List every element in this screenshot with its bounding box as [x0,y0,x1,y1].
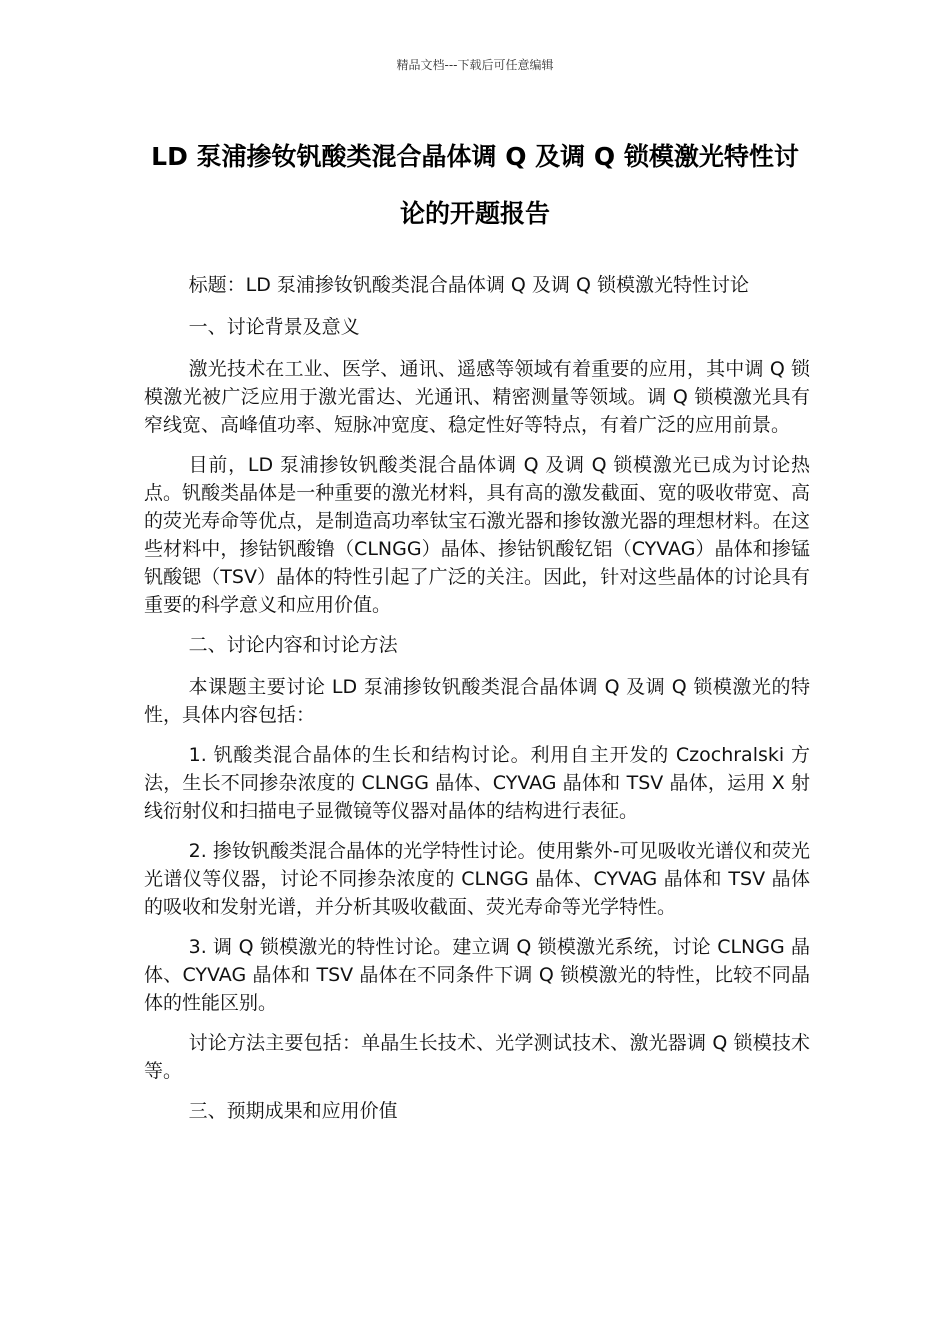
section-heading-expected-results: 三、预期成果和应用价值 [188,1100,398,1122]
section-heading-background: 一、讨论背景及意义 [188,316,360,338]
paragraph-background-1: 激光技术在工业、医学、通讯、遥感等领域有着重要的应用，其中调 Q 锁模激光被广泛应用于激光雷达、光通讯、精密测量等领域。调 Q 锁模激光具有窄线宽、高峰值功率、短脉冲宽度、稳定性好等特点，有着广泛的应用前景。 [144,358,810,436]
document-body [144,271,810,1137]
paragraph-methods: 讨论方法主要包括：单晶生长技术、光学测试技术、激光器调 Q 锁模技术等。 [144,1032,810,1082]
section-heading-content-methods: 二、讨论内容和讨论方法 [188,634,398,656]
paragraph-content-intro: 本课题主要讨论 LD 泵浦掺钕钒酸类混合晶体调 Q 及调 Q 锁模激光的特性，具体内容包括： [144,676,810,726]
page-header-note: 精品文档---下载后可任意编辑 [396,58,554,72]
list-item-optical-properties: 2. 掺钕钒酸类混合晶体的光学特性讨论。使用紫外-可见吸收光谱仪和荧光光谱仪等仪器，讨论不同掺杂浓度的 CLNGG 晶体、CYVAG 晶体和 TSV 晶体的吸收和发射光谱，并分析其吸收截面、荧光寿命等光学特性。 [144,840,810,918]
document-title: LD 泵浦掺钕钒酸类混合晶体调 Q 及调 Q 锁模激光特性讨论的开题报告 [151,142,799,228]
list-item-crystal-growth: 1. 钒酸类混合晶体的生长和结构讨论。利用自主开发的 Czochralski 方法，生长不同掺杂浓度的 CLNGG 晶体、CYVAG 晶体和 TSV 晶体，运用 X 射线衍射仪和扫描电子显微镜等仪器对晶体的结构进行表征。 [144,744,810,822]
subject-line: 标题：LD 泵浦掺钕钒酸类混合晶体调 Q 及调 Q 锁模激光特性讨论 [188,274,749,296]
paragraph-background-2: 目前，LD 泵浦掺钕钒酸类混合晶体调 Q 及调 Q 锁模激光已成为讨论热点。钒酸类晶体是一种重要的激光材料，具有高的激发截面、宽的吸收带宽、高的荧光寿命等优点，是制造高功率钛宝石激光器和掺钕激光器的理想材料。在这些材料中，掺钴钒酸镥（CLNGG）晶体、掺钴钒酸钇铝（CYVAG）晶体和掺锰钒酸锶（TSV）晶体的特性引起了广泛的关注。因此，针对这些晶体的讨论具有重要的科学意义和应用价值。 [144,454,810,616]
list-item-laser-characteristics: 3. 调 Q 锁模激光的特性讨论。建立调 Q 锁模激光系统，讨论 CLNGG 晶体、CYVAG 晶体和 TSV 晶体在不同条件下调 Q 锁模激光的特性，比较不同晶体的性能区别。 [144,936,810,1014]
